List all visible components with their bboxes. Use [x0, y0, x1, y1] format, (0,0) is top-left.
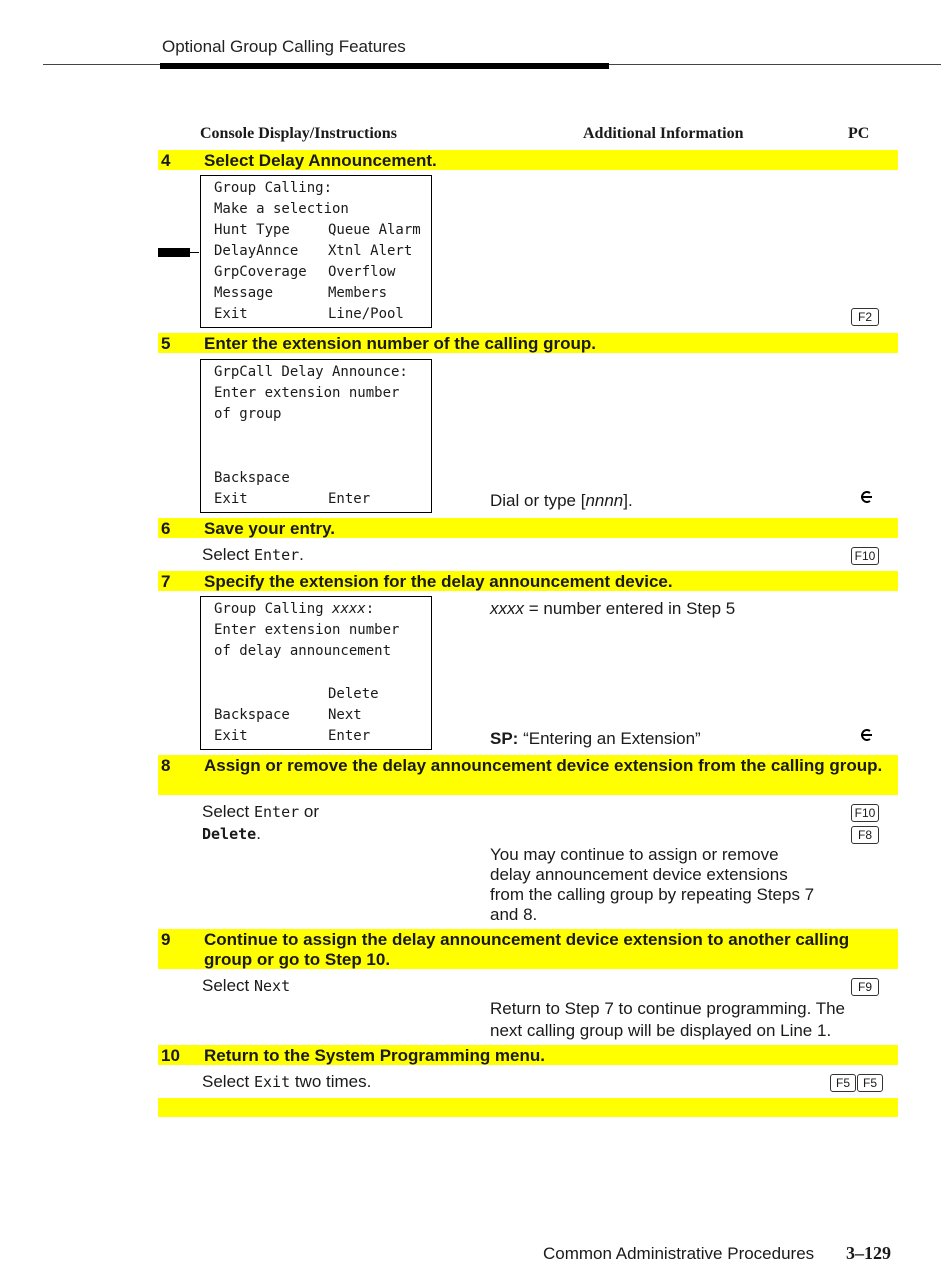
menu-option-delay-annce[interactable]: DelayAnnce [214, 243, 299, 259]
header-thick-rule [160, 63, 609, 69]
f10-key-icon: F10 [851, 547, 879, 565]
step-title: Continue to assign the delay announcement device extension to another calling group or go to Step 10. [204, 930, 850, 969]
enter-softkey[interactable]: Enter [253, 803, 300, 821]
delete-option[interactable]: Delete [328, 686, 379, 702]
info-step-7-xxxx: xxxx = number entered in Step 5 [490, 599, 736, 618]
column-header-console: Console Display/Instructions [200, 125, 397, 142]
menu-option-exit[interactable]: Exit [214, 306, 248, 322]
running-header: Optional Group Calling Features [162, 37, 406, 56]
instruction-step-8: Select Enter or [202, 802, 319, 821]
column-header-pc: PC [848, 125, 870, 142]
delete-softkey[interactable]: Delete [202, 825, 257, 843]
next-softkey[interactable]: Next [253, 977, 291, 995]
exit-softkey[interactable]: Exit [253, 1073, 291, 1091]
screen-prompt-cont: of delay announcement [214, 643, 392, 659]
next-option[interactable]: Next [328, 707, 362, 723]
console-screen-delay-extension [200, 596, 432, 750]
step-number: 6 [161, 519, 171, 538]
step-10-bar [158, 1045, 898, 1065]
console-screen-group-calling [200, 175, 432, 328]
f10-key-icon: F10 [851, 804, 879, 822]
info-step-5: Dial or type [nnnn]. [490, 491, 633, 510]
step-6-bar [158, 518, 898, 538]
running-footer: Common Administrative Procedures [543, 1244, 815, 1263]
instruction-step-8-delete: Delete. [202, 824, 261, 843]
pointer-line [190, 252, 199, 253]
page-number: 3–129 [846, 1243, 891, 1263]
screen-prompt-cont: of group [214, 406, 282, 422]
instruction-step-6: Select Enter. [202, 545, 304, 564]
step-title: Return to the System Programming menu. [204, 1046, 545, 1065]
enter-softkey[interactable]: Enter [253, 546, 300, 564]
return-key-icon [858, 727, 874, 743]
step-title: Enter the extension number of the calling group. [204, 334, 596, 353]
f5-key-icon: F5 [830, 1074, 856, 1092]
menu-option-hunt-type[interactable]: Hunt Type [214, 222, 290, 238]
selection-pointer-icon [158, 248, 190, 257]
step-9-bar [158, 929, 898, 969]
f8-key-icon: F8 [851, 826, 879, 844]
info-step-8: You may continue to assign or remove delay announcement device extensions from the calling group by repeating Steps 7 and 8. [490, 845, 815, 924]
closing-bar [158, 1098, 898, 1117]
f5-key-icon: F5 [857, 1074, 883, 1092]
menu-option-members[interactable]: Members [328, 285, 388, 301]
step-7-bar [158, 571, 898, 591]
step-title: Assign or remove the delay announcement device extension from the calling group. [204, 756, 883, 775]
step-title: Specify the extension for the delay announcement device. [204, 572, 673, 591]
exit-option[interactable]: Exit [214, 728, 248, 744]
screen-prompt: Enter extension number [214, 622, 400, 638]
menu-option-overflow[interactable]: Overflow [328, 264, 396, 280]
step-title: Select Delay Announcement. [204, 151, 437, 170]
step-title: Save your entry. [204, 519, 336, 538]
backspace-option[interactable]: Backspace [214, 707, 290, 723]
step-number: 9 [161, 930, 171, 949]
info-step-7-sp: SP: “Entering an Extension” [490, 729, 701, 748]
return-key-icon [858, 489, 874, 505]
step-number: 4 [161, 151, 171, 170]
step-8-bar [158, 755, 898, 795]
menu-option-grp-coverage[interactable]: GrpCoverage [214, 264, 307, 280]
menu-option-queue-alarm[interactable]: Queue Alarm [328, 222, 421, 238]
backspace-option[interactable]: Backspace [214, 470, 290, 486]
step-5-bar [158, 333, 898, 353]
step-number: 7 [161, 572, 171, 591]
column-header-info: Additional Information [583, 125, 744, 142]
f2-key-icon: F2 [851, 308, 879, 326]
enter-option[interactable]: Enter [328, 491, 371, 507]
instruction-step-10: Select Exit two times. [202, 1072, 372, 1091]
step-4-bar [158, 150, 898, 170]
screen-prompt: Enter extension number [214, 385, 400, 401]
menu-option-message[interactable]: Message [214, 285, 274, 301]
step-number: 8 [161, 756, 171, 775]
screen-title: GrpCall Delay Announce: [214, 364, 408, 380]
console-screen-grpcall-delay [200, 359, 432, 513]
enter-option[interactable]: Enter [328, 728, 371, 744]
info-step-9: Return to Step 7 to continue programming. The next calling group will be displayed on Line 1. [490, 999, 845, 1040]
screen-prompt: Make a selection [214, 201, 349, 217]
menu-option-line-pool[interactable]: Line/Pool [328, 306, 404, 322]
screen-title: Group Calling: [214, 180, 333, 196]
exit-option[interactable]: Exit [214, 491, 248, 507]
step-number: 5 [161, 334, 171, 353]
f9-key-icon: F9 [851, 978, 879, 996]
instruction-step-9: Select Next [202, 976, 291, 995]
step-number: 10 [161, 1046, 180, 1065]
menu-option-xtnl-alert[interactable]: Xtnl Alert [328, 243, 413, 259]
screen-title: Group Calling xxxx: [214, 601, 375, 617]
